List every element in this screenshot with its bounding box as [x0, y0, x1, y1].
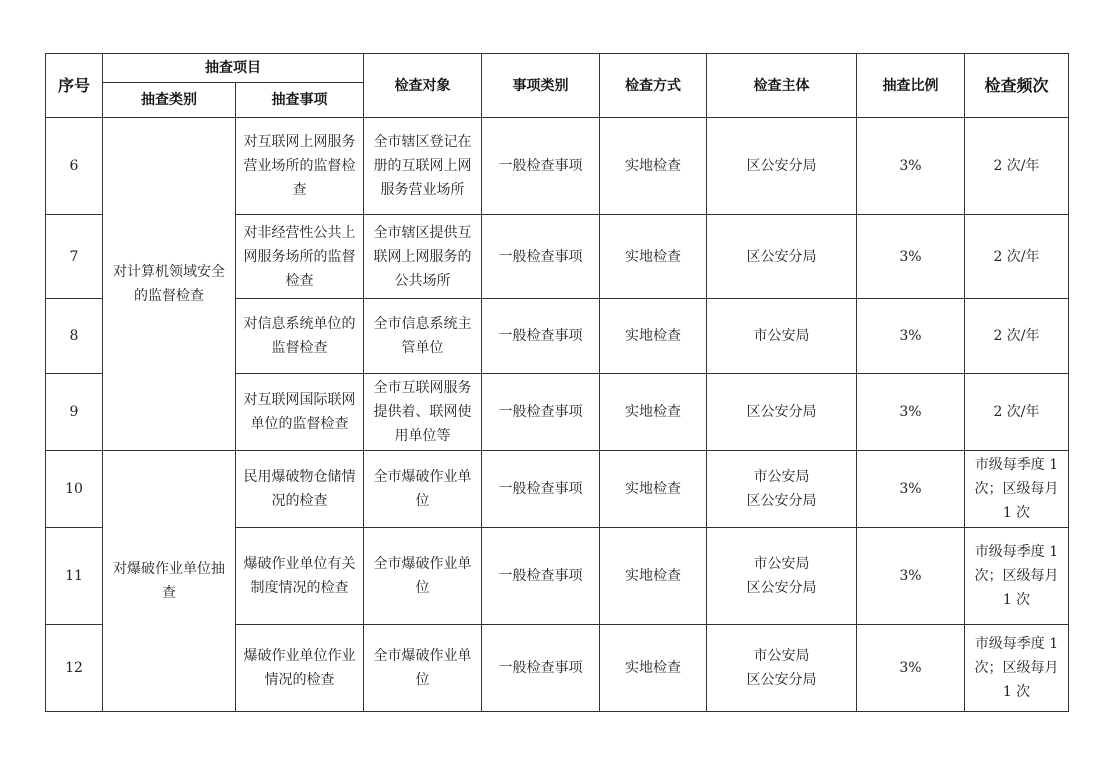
cell-item: 对信息系统单位的监督检查 [236, 299, 364, 374]
cell-seq: 6 [46, 118, 103, 215]
cell-method: 实地检查 [600, 528, 707, 625]
subject-line: 市公安局 [753, 469, 810, 485]
cell-subject [707, 528, 857, 625]
cell-subject [707, 451, 857, 528]
table-body [46, 118, 1069, 712]
header-subject: 检查主体 [707, 54, 857, 118]
header-project-group: 抽查项目 [103, 54, 364, 83]
cell-seq: 7 [46, 215, 103, 299]
cell-type: 一般检查事项 [482, 215, 600, 299]
inspection-table [45, 53, 1069, 712]
cell-seq: 10 [46, 451, 103, 528]
cell-ratio: 3% [857, 625, 965, 712]
cell-type: 一般检查事项 [482, 374, 600, 451]
cell-object: 全市爆破作业单位 [364, 451, 482, 528]
cell-method: 实地检查 [600, 374, 707, 451]
cell-category: 对爆破作业单位抽查 [103, 451, 236, 712]
table-row [46, 451, 1069, 528]
cell-ratio: 3% [857, 528, 965, 625]
cell-frequency: 2 次/年 [965, 299, 1069, 374]
cell-object: 全市爆破作业单位 [364, 528, 482, 625]
cell-frequency: 市级每季度 1 次；区级每月 1 次 [965, 625, 1069, 712]
cell-ratio: 3% [857, 374, 965, 451]
cell-object: 全市互联网服务提供着、联网使用单位等 [364, 374, 482, 451]
cell-subject [707, 118, 857, 215]
cell-frequency: 2 次/年 [965, 215, 1069, 299]
cell-seq: 8 [46, 299, 103, 374]
cell-item: 民用爆破物仓储情况的检查 [236, 451, 364, 528]
cell-subject [707, 215, 857, 299]
cell-object: 全市信息系统主管单位 [364, 299, 482, 374]
subject-line: 市公安局 [753, 328, 810, 344]
cell-object: 全市辖区提供互联网上网服务的公共场所 [364, 215, 482, 299]
table-row [46, 118, 1069, 215]
cell-type: 一般检查事项 [482, 625, 600, 712]
cell-object: 全市辖区登记在册的互联网上网服务营业场所 [364, 118, 482, 215]
cell-method: 实地检查 [600, 215, 707, 299]
cell-ratio: 3% [857, 299, 965, 374]
cell-seq: 11 [46, 528, 103, 625]
cell-ratio: 3% [857, 215, 965, 299]
cell-type: 一般检查事项 [482, 451, 600, 528]
header-type: 事项类别 [482, 54, 600, 118]
header-method: 检查方式 [600, 54, 707, 118]
cell-type: 一般检查事项 [482, 299, 600, 374]
cell-method: 实地检查 [600, 625, 707, 712]
subject-line: 区公安分局 [746, 248, 817, 265]
subject-line: 区公安分局 [746, 158, 817, 174]
cell-ratio: 3% [857, 118, 965, 215]
header-category: 抽查类别 [103, 83, 236, 118]
cell-category: 对计算机领域安全的监督检查 [103, 118, 236, 451]
cell-frequency: 市级每季度 1 次；区级每月 1 次 [965, 451, 1069, 528]
cell-item: 对非经营性公共上网服务场所的监督检查 [236, 215, 364, 299]
header-ratio: 抽查比例 [857, 54, 965, 118]
cell-method: 实地检查 [600, 451, 707, 528]
header-object: 检查对象 [364, 54, 482, 118]
cell-item: 对互联网国际联网单位的监督检查 [236, 374, 364, 451]
subject-line: 区公安分局 [746, 493, 817, 509]
subject-line: 区公安分局 [746, 580, 817, 596]
cell-item: 爆破作业单位作业情况的检查 [236, 625, 364, 712]
cell-type: 一般检查事项 [482, 528, 600, 625]
cell-method: 实地检查 [600, 118, 707, 215]
cell-item: 爆破作业单位有关制度情况的检查 [236, 528, 364, 625]
cell-subject [707, 625, 857, 712]
cell-seq: 9 [46, 374, 103, 451]
header-frequency: 检查频次 [965, 54, 1069, 118]
cell-frequency: 2 次/年 [965, 118, 1069, 215]
cell-type: 一般检查事项 [482, 118, 600, 215]
cell-object: 全市爆破作业单位 [364, 625, 482, 712]
subject-line: 市公安局 [753, 556, 810, 572]
cell-subject [707, 299, 857, 374]
cell-subject [707, 374, 857, 451]
cell-seq: 12 [46, 625, 103, 712]
cell-frequency: 2 次/年 [965, 374, 1069, 451]
subject-line: 区公安分局 [746, 404, 817, 420]
cell-method: 实地检查 [600, 299, 707, 374]
header-item: 抽查事项 [236, 83, 364, 118]
subject-line: 市公安局 [753, 648, 810, 664]
subject-line: 区公安分局 [746, 672, 817, 688]
cell-frequency: 市级每季度 1 次；区级每月 1 次 [965, 528, 1069, 625]
cell-ratio: 3% [857, 451, 965, 528]
cell-item: 对互联网上网服务营业场所的监督检查 [236, 118, 364, 215]
header-seq: 序号 [46, 54, 103, 118]
